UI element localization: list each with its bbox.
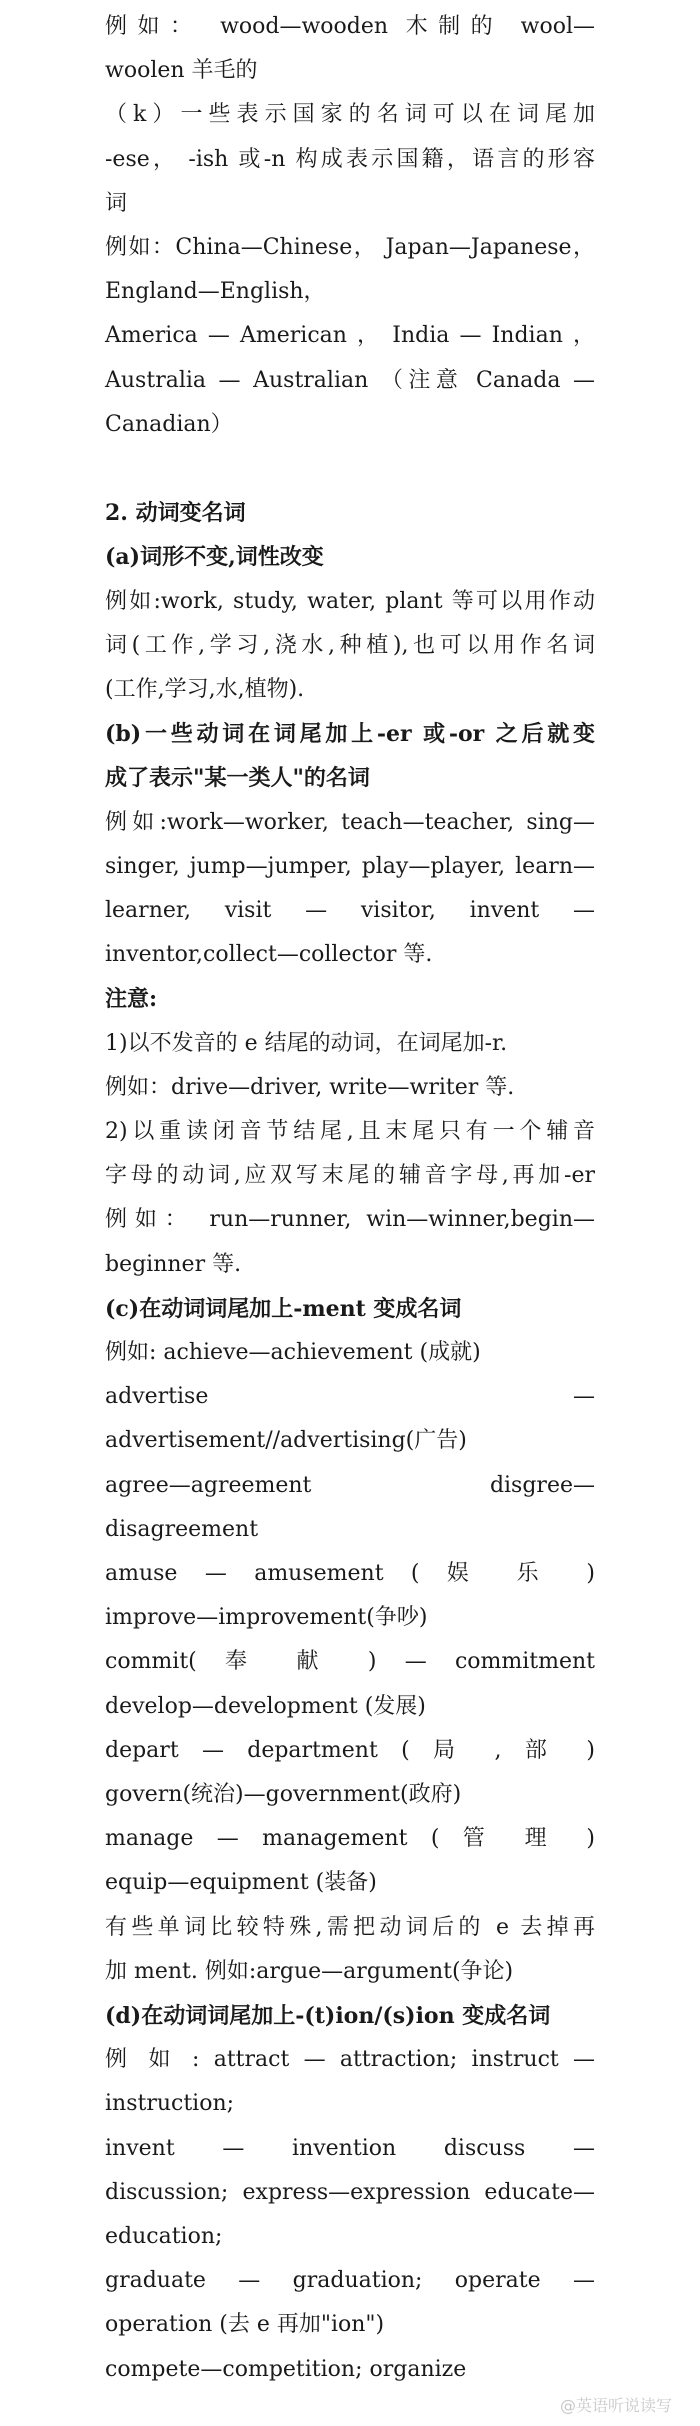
text-line: America — American ， India — Indian ， — [105, 323, 595, 349]
text-line: amuse — amusement ( 娱 乐 ) — [105, 1561, 595, 1586]
text-line: (工作,学习,水,植物). — [105, 677, 305, 702]
text-line: develop—development (发展) — [105, 1693, 426, 1719]
text-line: 例如： wood—wooden 木制的 wool— — [105, 14, 595, 39]
text-line: agree—agreement disgree— — [105, 1472, 595, 1498]
text-line: 字母的动词,应双写末尾的辅音字母,再加-er — [105, 1163, 595, 1189]
text-line: equip—equipment (装备) — [105, 1870, 377, 1896]
text-line: beginner 等. — [105, 1251, 242, 1277]
text-line: commit( 奉 献 ) — commitment — [105, 1649, 595, 1675]
text-line: 例如：China—Chinese， Japan—Japanese， — [105, 235, 595, 260]
text-line: 2)以重读闭音节结尾,且末尾只有一个辅音 — [105, 1119, 595, 1144]
text-line: disagreement — [105, 1516, 259, 1542]
text-line: 词 — [105, 190, 128, 216]
text-line: operation (去 e 再加"ion") — [105, 2312, 385, 2338]
text-line: invent — invention discuss — — [105, 2135, 595, 2161]
text-line: England—English， — [105, 279, 326, 305]
text-line: 例如： run—runner, win—winner,begin— — [105, 1207, 595, 1233]
watermark: @英语听说读写 — [559, 2396, 672, 2415]
text-line: 1)以不发音的 e 结尾的动词，在词尾加-r. — [105, 1030, 508, 1056]
text-line: (c)在动词词尾加上-ment 变成名词 — [105, 1295, 462, 1322]
text-line: 例 如 : attract — attraction; instruct — — [105, 2047, 595, 2073]
text-line: advertisement//advertising(广告) — [105, 1428, 467, 1454]
text-line: 有些单词比较特殊,需把动词后的 e 去掉再 — [105, 1914, 595, 1940]
text-line: education; — [105, 2224, 223, 2249]
text-line: 加 ment. 例如:argue—argument(争论) — [105, 1958, 514, 1984]
text-line: inventor,collect—collector 等. — [105, 942, 433, 968]
text-line: depart — department ( 局 , 部 ) — [105, 1737, 595, 1763]
text-line: discussion; express—expression educate— — [105, 2179, 595, 2205]
text-line: (a)词形不变,词性改变 — [105, 544, 324, 571]
text-line: Canadian） — [105, 411, 233, 437]
text-line: 2. 动词变名词 — [105, 500, 246, 527]
text-line: (b)一些动词在词尾加上-er 或-or 之后就变 — [105, 721, 595, 748]
text-line: 例如:work—worker, teach—teacher, sing— — [105, 809, 595, 835]
text-line: compete—competition; organize — [105, 2356, 467, 2382]
text-line: (d)在动词词尾加上-(t)ion/(s)ion 变成名词 — [105, 2003, 551, 2029]
text-line: woolen 羊毛的 — [105, 58, 258, 84]
text-line: govern(统治)—government(政府) — [105, 1782, 462, 1807]
text-line: （k）一些表示国家的名词可以在词尾加 — [105, 102, 595, 128]
text-line: 例如:work, study, water, plant 等可以用作动 — [105, 588, 595, 614]
text-line: 词(工作,学习,浇水,种植),也可以用作名词 — [105, 632, 595, 658]
text-line: graduate — graduation; operate — — [105, 2268, 595, 2294]
text-line: 例如: achieve—achievement (成就) — [105, 1340, 481, 1365]
text-line: advertise — — [105, 1384, 595, 1410]
text-line: improve—improvement(争吵) — [105, 1605, 428, 1631]
text-line: 注意: — [105, 986, 158, 1013]
text-line: learner, visit — visitor, invent — — [105, 898, 595, 923]
text-line: manage — management ( 管 理 ) — [105, 1826, 595, 1852]
text-line: instruction; — [105, 2091, 235, 2117]
text-line: 成了表示"某一类人"的名词 — [105, 765, 370, 792]
text-line: singer, jump—jumper, play—player, learn— — [105, 853, 595, 879]
text-line: Australia — Australian （注意 Canada — — [105, 367, 595, 393]
text-line: -ese， -ish 或-n 构成表示国籍，语言的形容 — [105, 146, 595, 172]
text-line: 例如：drive—driver, write—writer 等. — [105, 1074, 515, 1100]
